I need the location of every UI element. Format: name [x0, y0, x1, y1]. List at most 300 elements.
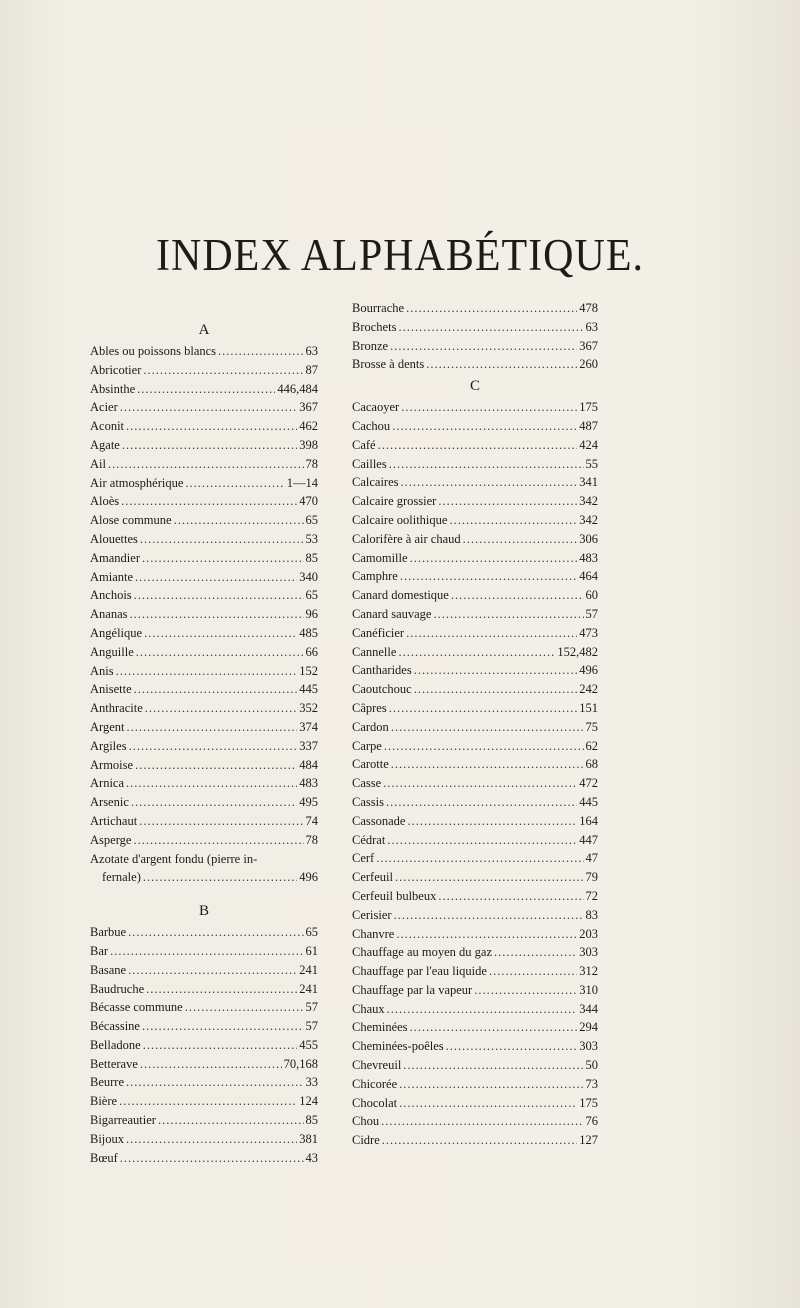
index-entry: [90, 1092, 318, 1111]
entry-term: Cerfeuil: [352, 870, 393, 885]
section-letter-b: B: [198, 903, 209, 920]
entry-page-number: 164: [579, 813, 598, 828]
index-entry: [90, 923, 318, 942]
entry-term: Calorifère à air chaud: [352, 531, 461, 546]
leader-dots: [407, 812, 577, 831]
entry-page-number: 294: [579, 1020, 598, 1035]
leader-dots: [392, 417, 577, 436]
index-entry: [352, 962, 598, 981]
index-entry: [90, 511, 318, 530]
leader-dots: [463, 530, 578, 549]
entry-term: Betterave: [90, 1056, 138, 1071]
entry-term: Bécassine: [90, 1019, 140, 1034]
entry-term: Bijoux: [90, 1131, 125, 1146]
index-entry: [90, 530, 318, 549]
leader-dots: [122, 436, 297, 455]
entry-page-number: 57: [585, 606, 598, 621]
entry-page-number: 445: [579, 794, 598, 809]
section-a-list: [90, 342, 318, 850]
leader-dots: [394, 906, 584, 925]
entry-page-number: 57: [305, 1000, 318, 1015]
entry-page-number: 374: [299, 719, 318, 734]
index-entry: [90, 1017, 318, 1036]
leader-dots: [119, 1092, 297, 1111]
index-entry: [352, 586, 598, 605]
index-entry: [90, 812, 318, 831]
leader-dots: [142, 549, 304, 568]
entry-term: Chauffage au moyen du gaz: [352, 945, 492, 960]
leader-dots: [382, 1131, 577, 1150]
entry-page-number: 306: [579, 531, 598, 546]
leader-dots: [108, 455, 304, 474]
entry-term: Beurre: [90, 1075, 125, 1090]
entry-page-number: 47: [585, 851, 598, 866]
entry-page-number: 63: [305, 344, 318, 358]
entry-term: Cassonade: [352, 813, 406, 828]
index-entry: [352, 605, 598, 624]
leader-dots: [400, 567, 577, 586]
index-entry: [90, 643, 318, 662]
leader-dots: [406, 299, 577, 318]
section-letter-c: C: [469, 378, 480, 395]
index-entry: [90, 998, 318, 1017]
entry-page-number: 50: [585, 1058, 598, 1073]
leader-dots: [121, 492, 297, 511]
entry-page-number: 446,484: [277, 381, 318, 396]
entry-term: Cassis: [352, 794, 384, 809]
leader-dots: [449, 511, 577, 530]
entry-term: Cachou: [352, 418, 391, 433]
entry-term: Bécasse commune: [90, 1000, 183, 1015]
index-entry: [352, 643, 598, 662]
index-entry: [352, 755, 598, 774]
entry-page-number: 61: [305, 943, 318, 958]
entry-page-number: 260: [579, 357, 598, 372]
leader-dots: [142, 1017, 304, 1036]
entry-term: Chou: [352, 1114, 380, 1129]
entry-page-number: 96: [305, 607, 318, 622]
entry-page-number: 381: [299, 1131, 318, 1146]
section-letter-a: A: [198, 322, 210, 338]
entry-term: Cédrat: [352, 832, 386, 847]
entry-page-number: 65: [305, 588, 318, 603]
leader-dots: [129, 737, 298, 756]
index-entry: [90, 492, 318, 511]
entry-page-number: 66: [305, 644, 318, 659]
entry-page-number: 487: [579, 418, 598, 433]
entry-page-number: 62: [585, 738, 598, 753]
index-entry: [90, 1130, 318, 1149]
index-entry: [352, 1037, 598, 1056]
entry-page-number: 242: [579, 682, 598, 697]
entry-term: Ables ou poissons blancs: [90, 344, 217, 358]
leader-dots: [396, 925, 577, 944]
entry-term: Chevreuil: [352, 1058, 402, 1073]
entry-page-number: 241: [299, 981, 318, 996]
page-title: INDEX ALPHABÉTIQUE.: [156, 231, 644, 281]
leader-dots: [185, 474, 284, 493]
entry-page-number: 151: [579, 700, 598, 715]
leader-dots: [494, 943, 577, 962]
entry-term: Carpe: [352, 738, 382, 753]
entry-term: Bœuf: [90, 1150, 118, 1165]
entry-term: Cidre: [352, 1133, 380, 1148]
leader-dots: [387, 1000, 578, 1019]
entry-term: Asperge: [90, 832, 132, 847]
index-entry: [90, 342, 318, 361]
entry-term: Casse: [352, 776, 382, 791]
index-entry: [90, 549, 318, 568]
leader-dots: [446, 1037, 578, 1056]
entry-term: Basane: [90, 962, 127, 977]
index-entry: [352, 831, 598, 850]
entry-page-number: 33: [305, 1075, 318, 1090]
entry-page-number: 303: [579, 945, 598, 960]
index-entry: [90, 680, 318, 699]
entry-page-number: 484: [299, 757, 318, 772]
index-entry: [90, 756, 318, 775]
leader-dots: [403, 1056, 583, 1075]
entry-page-number: 63: [585, 319, 598, 334]
leader-dots: [391, 755, 584, 774]
entry-term: Chauffage par la vapeur: [352, 982, 473, 997]
leader-dots: [137, 380, 275, 399]
index-entry: [352, 849, 598, 868]
index-entry: [90, 361, 318, 380]
entry-page-number: 340: [299, 569, 318, 584]
index-entry: [352, 943, 598, 962]
index-entry: [352, 699, 598, 718]
entry-term: Canard sauvage: [352, 606, 432, 621]
entry-term: Agate: [90, 437, 120, 452]
leader-dots: [414, 661, 578, 680]
index-entry: [90, 1073, 318, 1092]
index-entry: [352, 1056, 598, 1075]
entry-term: Anisette: [90, 682, 132, 697]
leader-dots: [120, 1149, 304, 1168]
entry-page-number: 352: [299, 701, 318, 716]
index-entry: [352, 680, 598, 699]
entry-page-number: 87: [305, 362, 318, 377]
entry-page-number: 483: [299, 776, 318, 791]
entry-term: Artichaut: [90, 813, 138, 828]
entry-term: Brosse à dents: [352, 357, 425, 372]
leader-dots: [139, 812, 303, 831]
index-entry: [352, 1000, 598, 1019]
index-entry: [352, 567, 598, 586]
entry-page-number: 337: [299, 738, 318, 753]
leader-dots: [158, 1111, 304, 1130]
entry-page-number: 78: [305, 456, 318, 471]
entry-term: Bar: [90, 943, 109, 958]
entry-page-number: 68: [585, 757, 598, 772]
section-b-continued-list: [352, 299, 598, 374]
index-entry: [352, 661, 598, 680]
entry-term: Cacaoyer: [352, 400, 400, 415]
index-entry: [90, 1055, 318, 1074]
entry-page-number: 478: [579, 301, 598, 315]
index-entry: [90, 980, 318, 999]
entry-page-number: 447: [579, 832, 598, 847]
leader-dots: [401, 398, 577, 417]
entry-page-number: 53: [305, 531, 318, 546]
index-entry: [90, 474, 318, 493]
index-entry: [352, 511, 598, 530]
entry-page-number: 127: [579, 1133, 598, 1148]
entry-term: Chanvre: [352, 926, 395, 941]
entry-term: Arsenic: [90, 795, 129, 810]
entry-page-number: 74: [305, 813, 318, 828]
entry-term: Canard domestique: [352, 588, 449, 603]
entry-term: Bourrache: [352, 301, 405, 315]
index-entry: [352, 417, 598, 436]
index-entry: [90, 586, 318, 605]
leader-dots: [389, 699, 578, 718]
entry-term: Caoutchouc: [352, 682, 412, 697]
entry-term: Amandier: [90, 550, 140, 565]
index-entry: [90, 699, 318, 718]
index-entry: [90, 662, 318, 681]
entry-term: Anguille: [90, 644, 134, 659]
leader-dots: [127, 718, 298, 737]
entry-page-number: 462: [299, 419, 318, 434]
index-entry: [352, 887, 598, 906]
entry-page-number: 78: [305, 832, 318, 847]
leader-dots: [399, 1094, 577, 1113]
index-entry: [352, 925, 598, 944]
entry-page-number: 344: [579, 1001, 598, 1016]
leader-dots: [174, 511, 304, 530]
entry-term: Café: [352, 437, 376, 452]
entry-page-number: 1—14: [286, 475, 318, 490]
index-entry: [352, 906, 598, 925]
index-entry: [352, 812, 598, 831]
entry-term: Ananas: [90, 607, 128, 622]
index-entry: [352, 1075, 598, 1094]
entry-page-number: 470: [299, 494, 318, 509]
entry-term: Anis: [90, 663, 114, 678]
entry-term: Alose commune: [90, 513, 172, 528]
entry-page-number: 85: [305, 1113, 318, 1128]
entry-term: Calcaires: [352, 475, 399, 490]
index-entry: [90, 961, 318, 980]
entry-page-number: 445: [299, 682, 318, 697]
leader-dots: [410, 1018, 578, 1037]
left-column: [90, 318, 318, 1167]
leader-dots: [131, 793, 297, 812]
entry-term: Aconit: [90, 419, 125, 434]
leader-dots: [398, 643, 555, 662]
entry-term: Anchois: [90, 588, 132, 603]
index-entry: [352, 981, 598, 1000]
entry-term: Ail: [90, 456, 106, 471]
entry-term: Angélique: [90, 625, 143, 640]
entry-page-number: 485: [299, 625, 318, 640]
leader-dots: [143, 361, 303, 380]
entry-page-number: 75: [585, 719, 598, 734]
entry-term: Calcaire grossier: [352, 494, 437, 509]
index-entry: [352, 337, 598, 356]
index-entry: [352, 455, 598, 474]
entry-term: Abricotier: [90, 362, 142, 377]
entry-page-number: 203: [579, 926, 598, 941]
leader-dots: [143, 868, 297, 887]
index-entry: [352, 436, 598, 455]
entry-page-number: 241: [299, 962, 318, 977]
leader-dots: [401, 473, 578, 492]
index-entry: [352, 530, 598, 549]
leader-dots: [433, 605, 583, 624]
entry-term: Chauffage par l'eau liquide: [352, 964, 487, 979]
section-b-list: [90, 923, 318, 1167]
entry-term: Camphre: [352, 569, 398, 584]
index-entry: [90, 942, 318, 961]
entry-page-number: 65: [305, 925, 318, 940]
index-entry: [90, 436, 318, 455]
index-entry: [90, 718, 318, 737]
entry-page-number: 55: [585, 456, 598, 471]
leader-dots: [134, 586, 304, 605]
entry-term: Alouettes: [90, 531, 138, 546]
index-entry: [90, 774, 318, 793]
index-entry: [352, 1112, 598, 1131]
entry-page-number: 495: [299, 795, 318, 810]
entry-page-number: 79: [585, 870, 598, 885]
entry-term: Acier: [90, 400, 118, 415]
leader-dots: [474, 981, 577, 1000]
index-entry: [90, 1111, 318, 1130]
entry-term: Camomille: [352, 550, 408, 565]
entry-term: Belladone: [90, 1037, 141, 1052]
entry-term: Aloès: [90, 494, 120, 509]
index-entry: [352, 718, 598, 737]
leader-dots: [381, 1112, 583, 1131]
entry-term: Bière: [90, 1094, 118, 1109]
entry-term: Bigarreautier: [90, 1113, 156, 1128]
leader-dots: [128, 961, 297, 980]
entry-term: Argent: [90, 719, 125, 734]
leader-dots: [130, 605, 304, 624]
entry-term: Carotte: [352, 757, 389, 772]
entry-term: Air atmosphérique: [90, 475, 184, 490]
leader-dots: [391, 718, 584, 737]
entry-term: Bronze: [352, 338, 389, 353]
entry-term: Cheminées: [352, 1020, 408, 1035]
leader-dots: [136, 643, 304, 662]
index-entry: [90, 737, 318, 756]
index-entry: [352, 868, 598, 887]
leader-dots: [426, 355, 577, 374]
leader-dots: [126, 774, 297, 793]
entry-page-number: 152,482: [557, 644, 598, 659]
entry-page-number: 175: [579, 1095, 598, 1110]
entry-page-number: 124: [299, 1094, 318, 1109]
leader-dots: [399, 1075, 583, 1094]
entry-page-number: 175: [579, 400, 598, 415]
entry-term-line2: fernale): [102, 870, 141, 885]
index-entry: [352, 1094, 598, 1113]
leader-dots: [110, 942, 303, 961]
leader-dots: [410, 549, 578, 568]
leader-dots: [390, 337, 577, 356]
index-entry: [90, 831, 318, 850]
leader-dots: [438, 887, 583, 906]
section-c-list: [352, 398, 598, 1150]
leader-dots: [489, 962, 577, 981]
entry-term: Armoise: [90, 757, 134, 772]
index-entry: [352, 1131, 598, 1150]
index-entry: [352, 774, 598, 793]
index-entry: [90, 380, 318, 399]
leader-dots: [383, 774, 577, 793]
leader-dots: [140, 1055, 282, 1074]
leader-dots: [378, 436, 578, 455]
leader-dots: [386, 793, 577, 812]
leader-dots: [414, 680, 578, 699]
entry-page-number: 310: [579, 982, 598, 997]
entry-page-number: 73: [585, 1076, 598, 1091]
index-entry: [90, 624, 318, 643]
entry-page-number: 342: [579, 512, 598, 527]
entry-page-number: 342: [579, 494, 598, 509]
entry-term: Cerfeuil bulbeux: [352, 888, 437, 903]
leader-dots: [134, 680, 298, 699]
index-entry: [352, 398, 598, 417]
leader-dots: [128, 923, 303, 942]
index-entry-wrapped: [90, 850, 318, 888]
entry-page-number: 496: [299, 870, 318, 885]
index-entry: [352, 355, 598, 374]
entry-term: Arnica: [90, 776, 125, 791]
entry-page-number: 72: [585, 888, 598, 903]
entry-page-number: 60: [585, 588, 598, 603]
entry-page-number: 455: [299, 1037, 318, 1052]
entry-term: Calcaire oolithique: [352, 512, 448, 527]
leader-dots: [126, 1130, 297, 1149]
leader-dots: [145, 699, 297, 718]
index-entry: [90, 605, 318, 624]
entry-term: Amiante: [90, 569, 134, 584]
entry-term: Cerisier: [352, 907, 392, 922]
entry-page-number: 83: [585, 907, 598, 922]
leader-dots: [376, 849, 583, 868]
index-entry: [352, 318, 598, 337]
leader-dots: [406, 624, 577, 643]
leader-dots: [387, 831, 577, 850]
index-entry: [90, 568, 318, 587]
leader-dots: [398, 318, 583, 337]
index-entry: [90, 455, 318, 474]
leader-dots: [135, 568, 297, 587]
index-entry: [352, 299, 598, 318]
index-entry: [352, 737, 598, 756]
entry-page-number: 483: [579, 550, 598, 565]
entry-page-number: 496: [579, 663, 598, 678]
entry-page-number: 472: [579, 776, 598, 791]
leader-dots: [438, 492, 577, 511]
leader-dots: [126, 1073, 303, 1092]
leader-dots: [143, 1036, 298, 1055]
index-entry: [352, 549, 598, 568]
index-entry: [90, 398, 318, 417]
entry-term: Câpres: [352, 700, 387, 715]
entry-term: Canéficier: [352, 625, 405, 640]
entry-page-number: 43: [305, 1150, 318, 1165]
leader-dots: [133, 831, 303, 850]
entry-page-number: 303: [579, 1039, 598, 1054]
leader-dots: [395, 868, 584, 887]
entry-page-number: 65: [305, 513, 318, 528]
